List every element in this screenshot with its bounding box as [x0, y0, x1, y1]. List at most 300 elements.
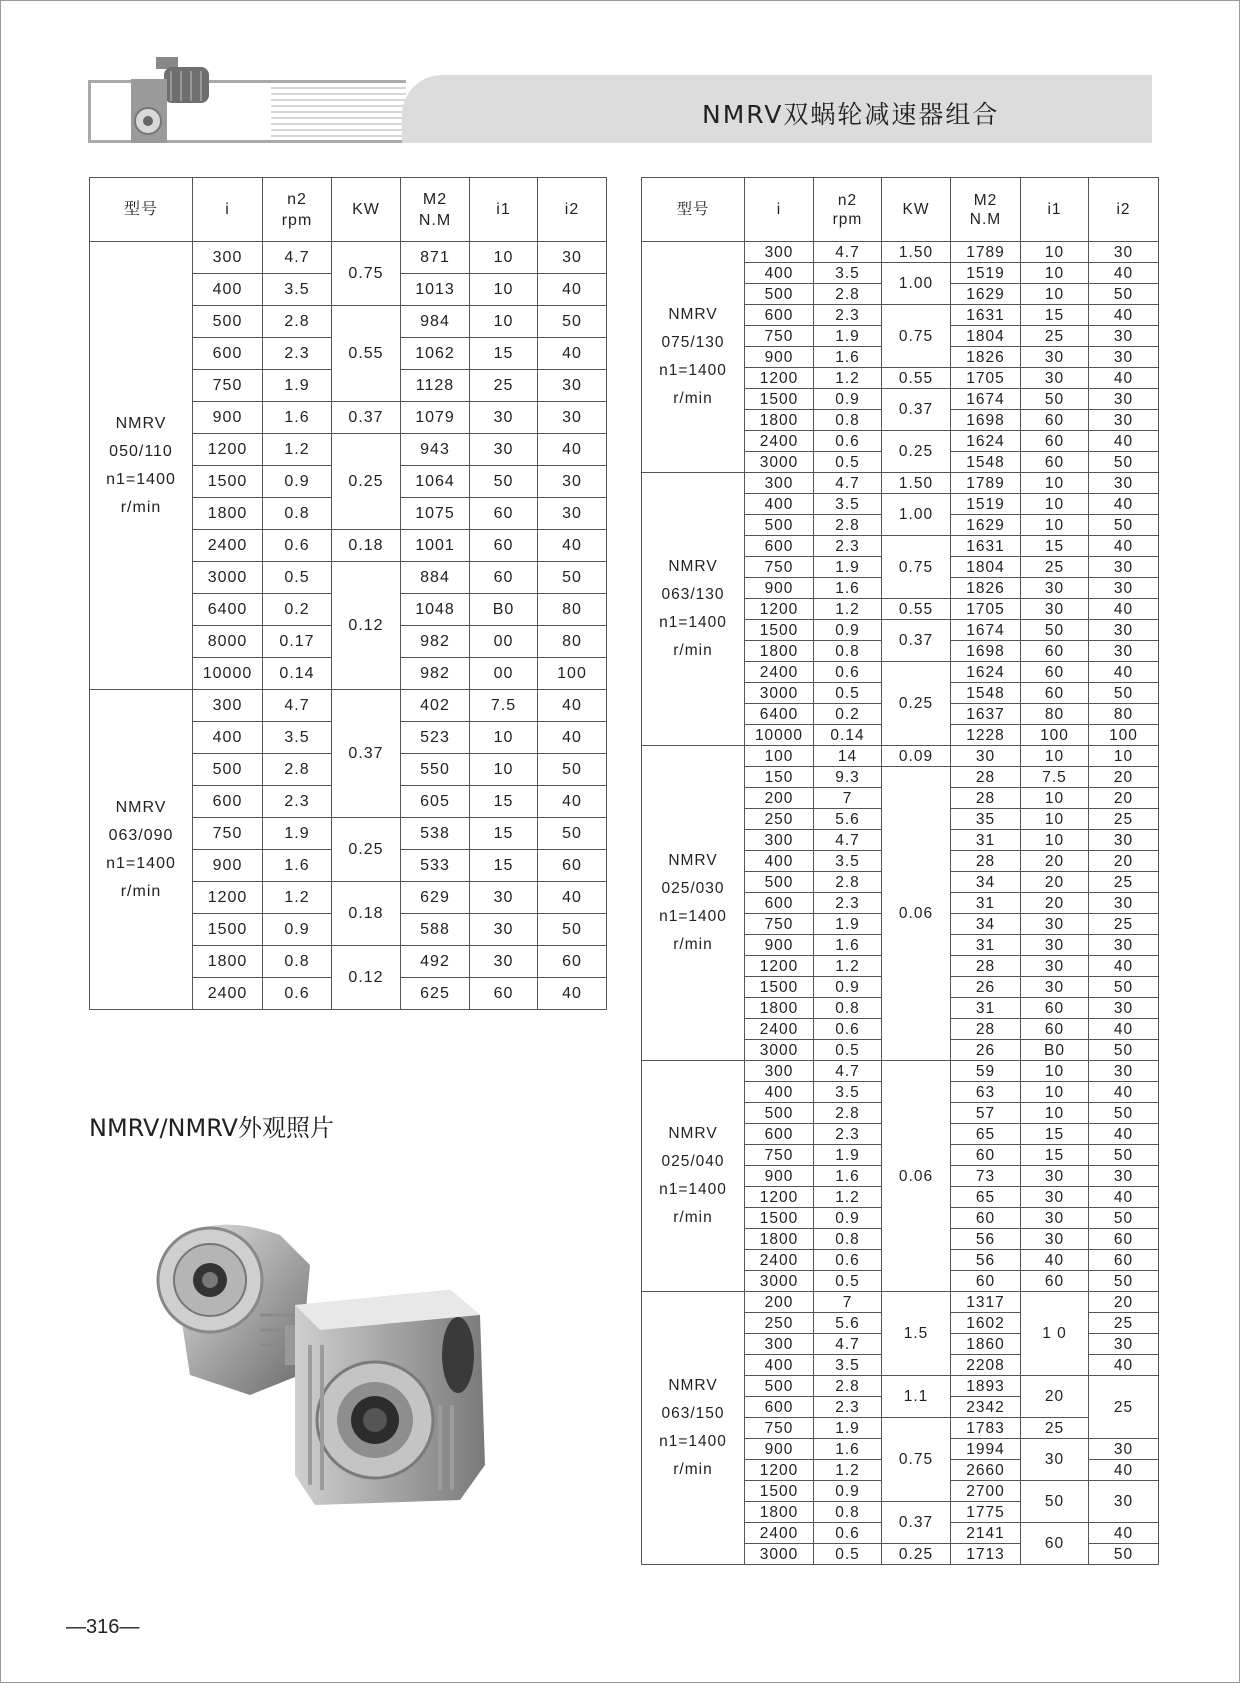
n2-cell: 5.6 — [814, 1313, 882, 1334]
n2-cell: 0.6 — [814, 431, 882, 452]
column-header — [263, 178, 332, 242]
i-cell: 3000 — [193, 562, 263, 594]
m2-cell: 35 — [951, 809, 1021, 830]
i-cell: 750 — [745, 326, 814, 347]
m2-cell: 605 — [401, 786, 470, 818]
i2-cell: 40 — [538, 722, 607, 754]
i-cell: 1500 — [193, 914, 263, 946]
i-cell: 600 — [745, 536, 814, 557]
model-line: r/min — [673, 1461, 713, 1478]
m2-cell: 523 — [401, 722, 470, 754]
n2-cell: 0.5 — [814, 683, 882, 704]
n2-cell: 0.8 — [814, 998, 882, 1019]
i1-cell: 30 — [1021, 1229, 1089, 1250]
kw-cell: 0.25 — [332, 818, 401, 882]
i-cell: 750 — [745, 1418, 814, 1439]
kw-cell: 0.12 — [332, 946, 401, 1010]
i1-cell: 10 — [1021, 788, 1089, 809]
column-header — [90, 178, 193, 242]
n2-cell: 4.7 — [814, 242, 882, 263]
n2-cell: 1.2 — [814, 599, 882, 620]
model-line: n1=1400 — [659, 1181, 727, 1198]
i-cell: 300 — [193, 242, 263, 274]
i2-cell: 30 — [1089, 1439, 1159, 1460]
i-cell: 1200 — [745, 1187, 814, 1208]
model-cell — [642, 1292, 745, 1565]
model-line: 063/090 — [108, 826, 174, 844]
i2-cell: 40 — [538, 978, 607, 1010]
m2-cell: 28 — [951, 851, 1021, 872]
i-cell: 1200 — [193, 882, 263, 914]
i-cell: 2400 — [745, 1250, 814, 1271]
i1-cell: 15 — [1021, 305, 1089, 326]
i2-cell: 40 — [1089, 599, 1159, 620]
m2-cell: 982 — [401, 626, 470, 658]
i2-cell: 80 — [538, 594, 607, 626]
i2-cell: 30 — [1089, 1061, 1159, 1082]
n2-cell: 0.6 — [263, 978, 332, 1010]
i-cell: 900 — [193, 850, 263, 882]
m2-cell: 2700 — [951, 1481, 1021, 1502]
n2-cell: 3.5 — [814, 494, 882, 515]
n2-cell: 9.3 — [814, 767, 882, 788]
i2-cell: 40 — [538, 786, 607, 818]
i-cell: 600 — [745, 893, 814, 914]
n2-cell: 2.3 — [814, 893, 882, 914]
n2-cell: 0.9 — [814, 1481, 882, 1502]
m2-cell: 1893 — [951, 1376, 1021, 1397]
i1-cell: 80 — [1021, 704, 1089, 725]
n2-cell: 0.6 — [814, 1523, 882, 1544]
i1-cell: 30 — [1021, 914, 1089, 935]
n2-cell: 1.9 — [814, 1145, 882, 1166]
i2-cell: 40 — [1089, 494, 1159, 515]
i2-cell: 40 — [538, 690, 607, 722]
i2-cell: 40 — [1089, 662, 1159, 683]
kw-cell: 0.18 — [332, 530, 401, 562]
i-cell: 400 — [745, 494, 814, 515]
i1-cell: 10 — [1021, 1061, 1089, 1082]
m2-cell: 65 — [951, 1187, 1021, 1208]
i-cell: 500 — [193, 306, 263, 338]
m2-cell: 28 — [951, 767, 1021, 788]
n2-cell: 0.9 — [814, 389, 882, 410]
i-cell: 10000 — [193, 658, 263, 690]
m2-cell: 1629 — [951, 284, 1021, 305]
i1-cell: 60 — [1021, 683, 1089, 704]
m2-cell: 34 — [951, 872, 1021, 893]
m2-cell: 1548 — [951, 683, 1021, 704]
m2-cell: 28 — [951, 956, 1021, 977]
n2-cell: 1.9 — [263, 818, 332, 850]
i-cell: 2400 — [745, 431, 814, 452]
n2-cell: 2.3 — [814, 536, 882, 557]
model-line: NMRV — [668, 1125, 718, 1142]
i-cell: 100 — [745, 746, 814, 767]
n2-cell: 3.5 — [814, 263, 882, 284]
n2-cell: 1.6 — [263, 850, 332, 882]
m2-cell: 65 — [951, 1124, 1021, 1145]
i1-cell: 10 — [470, 242, 538, 274]
m2-cell: 984 — [401, 306, 470, 338]
i2-cell: 50 — [1089, 1103, 1159, 1124]
n2-cell: 0.6 — [814, 1019, 882, 1040]
n2-cell: 0.9 — [263, 914, 332, 946]
i1-cell: 20 — [1021, 893, 1089, 914]
i-cell: 2400 — [745, 1019, 814, 1040]
model-line: n1=1400 — [659, 362, 727, 379]
i2-cell: 50 — [538, 754, 607, 786]
i-cell: 6400 — [745, 704, 814, 725]
i1-cell: 30 — [470, 946, 538, 978]
i1-cell: 20 — [1021, 872, 1089, 893]
column-header-line: rpm — [281, 211, 313, 229]
i-cell: 300 — [745, 242, 814, 263]
m2-cell: 1064 — [401, 466, 470, 498]
i-cell: 300 — [193, 690, 263, 722]
i1-cell: 50 — [1021, 620, 1089, 641]
i1-cell: 15 — [470, 818, 538, 850]
model-line: n1=1400 — [659, 908, 727, 925]
i1-cell: 30 — [470, 434, 538, 466]
model-line: r/min — [673, 1209, 713, 1226]
i-cell: 1500 — [745, 389, 814, 410]
column-header-line: KW — [352, 201, 380, 218]
m2-cell: 533 — [401, 850, 470, 882]
n2-cell: 0.8 — [814, 641, 882, 662]
i-cell: 6400 — [193, 594, 263, 626]
i2-cell: 30 — [1089, 1166, 1159, 1187]
i2-cell: 40 — [538, 274, 607, 306]
n2-cell: 4.7 — [263, 242, 332, 274]
i1-cell: B0 — [470, 594, 538, 626]
i-cell: 900 — [745, 347, 814, 368]
i1-cell: 30 — [1021, 347, 1089, 368]
i2-cell: 25 — [1089, 914, 1159, 935]
i-cell: 300 — [745, 1061, 814, 1082]
i2-cell: 25 — [1089, 1313, 1159, 1334]
m2-cell: 588 — [401, 914, 470, 946]
i2-cell: 30 — [1089, 620, 1159, 641]
m2-cell: 1789 — [951, 473, 1021, 494]
model-line: r/min — [673, 390, 713, 407]
m2-cell: 1519 — [951, 263, 1021, 284]
m2-cell: 2342 — [951, 1397, 1021, 1418]
i-cell: 900 — [745, 1439, 814, 1460]
column-header — [814, 178, 882, 242]
n2-cell: 0.9 — [263, 466, 332, 498]
m2-cell: 28 — [951, 1019, 1021, 1040]
m2-cell: 1698 — [951, 410, 1021, 431]
n2-cell: 1.9 — [814, 557, 882, 578]
m2-cell: 1804 — [951, 326, 1021, 347]
i1-cell: 25 — [1021, 326, 1089, 347]
i-cell: 1500 — [745, 977, 814, 998]
i-cell: 500 — [745, 284, 814, 305]
i2-cell: 10 — [1089, 746, 1159, 767]
column-header-line: i1 — [496, 201, 511, 218]
column-header — [1021, 178, 1089, 242]
i2-cell: 40 — [1089, 263, 1159, 284]
column-header — [951, 178, 1021, 242]
m2-cell: 1631 — [951, 305, 1021, 326]
table-header-row — [642, 178, 1159, 242]
i1-cell: 10 — [1021, 830, 1089, 851]
m2-cell: 871 — [401, 242, 470, 274]
i-cell: 1800 — [745, 410, 814, 431]
m2-cell: 1631 — [951, 536, 1021, 557]
i-cell: 500 — [745, 1376, 814, 1397]
n2-cell: 1.2 — [814, 1460, 882, 1481]
i-cell: 1200 — [745, 368, 814, 389]
i1-cell: 10 — [1021, 1103, 1089, 1124]
n2-cell: 7 — [814, 1292, 882, 1313]
i2-cell: 50 — [538, 818, 607, 850]
i2-cell: 40 — [538, 882, 607, 914]
kw-cell: 0.75 — [882, 1418, 951, 1502]
column-header — [1089, 178, 1159, 242]
i-cell: 300 — [745, 473, 814, 494]
column-header — [538, 178, 607, 242]
i-cell: 3000 — [745, 1271, 814, 1292]
i1-cell: 30 — [470, 914, 538, 946]
n2-cell: 4.7 — [814, 830, 882, 851]
i-cell: 300 — [745, 830, 814, 851]
i2-cell: 40 — [1089, 1460, 1159, 1481]
i1-cell: 10 — [1021, 515, 1089, 536]
n2-cell: 1.6 — [814, 1439, 882, 1460]
n2-cell: 1.6 — [814, 347, 882, 368]
i1-cell: 15 — [1021, 536, 1089, 557]
i1-cell: 60 — [1021, 452, 1089, 473]
kw-cell: 0.37 — [332, 402, 401, 434]
column-header — [642, 178, 745, 242]
i1-cell: 10 — [1021, 1082, 1089, 1103]
column-header-line: i2 — [564, 201, 580, 218]
i-cell: 600 — [745, 1124, 814, 1145]
i1-cell: 30 — [1021, 1208, 1089, 1229]
i-cell: 200 — [745, 1292, 814, 1313]
kw-cell: 0.12 — [332, 562, 401, 690]
n2-cell: 3.5 — [263, 722, 332, 754]
gear-motor-icon — [126, 57, 226, 147]
i2-cell: 20 — [1089, 788, 1159, 809]
kw-cell: 0.37 — [882, 1502, 951, 1544]
i-cell: 250 — [745, 809, 814, 830]
i2-cell: 50 — [1089, 515, 1159, 536]
i2-cell: 50 — [538, 306, 607, 338]
kw-cell: 0.37 — [882, 389, 951, 431]
n2-cell: 0.14 — [814, 725, 882, 746]
m2-cell: 1228 — [951, 725, 1021, 746]
m2-cell: 884 — [401, 562, 470, 594]
n2-cell: 0.14 — [263, 658, 332, 690]
i-cell: 1800 — [745, 1229, 814, 1250]
i1-cell: 10 — [1021, 284, 1089, 305]
i1-cell: 30 — [1021, 578, 1089, 599]
i-cell: 3000 — [745, 1544, 814, 1565]
m2-cell: 1001 — [401, 530, 470, 562]
n2-cell: 0.2 — [263, 594, 332, 626]
i-cell: 400 — [745, 1355, 814, 1376]
i1-cell: 30 — [1021, 1166, 1089, 1187]
n2-cell: 4.7 — [814, 1334, 882, 1355]
m2-cell: 1624 — [951, 662, 1021, 683]
column-header — [193, 178, 263, 242]
i2-cell: 30 — [1089, 1334, 1159, 1355]
m2-cell: 1079 — [401, 402, 470, 434]
n2-cell: 1.9 — [263, 370, 332, 402]
kw-cell: 0.25 — [332, 434, 401, 530]
m2-cell: 56 — [951, 1229, 1021, 1250]
n2-cell: 3.5 — [263, 274, 332, 306]
m2-cell: 28 — [951, 788, 1021, 809]
model-line: n1=1400 — [106, 854, 176, 872]
i2-cell: 40 — [1089, 1523, 1159, 1544]
model-line: 063/130 — [661, 586, 725, 603]
model-cell — [642, 1061, 745, 1292]
page-title: NMRV双蜗轮减速器组合 — [702, 100, 1000, 129]
m2-cell: 625 — [401, 978, 470, 1010]
i-cell: 3000 — [745, 452, 814, 473]
i2-cell: 50 — [1089, 284, 1159, 305]
i-cell: 400 — [745, 263, 814, 284]
column-header — [882, 178, 951, 242]
i-cell: 1200 — [745, 1460, 814, 1481]
i2-cell: 20 — [1089, 767, 1159, 788]
i1-cell: 00 — [470, 658, 538, 690]
i2-cell: 20 — [1089, 851, 1159, 872]
i-cell: 500 — [745, 515, 814, 536]
i1-cell: 15 — [1021, 1145, 1089, 1166]
i-cell: 500 — [193, 754, 263, 786]
i-cell: 600 — [745, 305, 814, 326]
i2-cell: 30 — [1089, 578, 1159, 599]
i-cell: 150 — [745, 767, 814, 788]
n2-cell: 0.8 — [814, 1229, 882, 1250]
m2-cell: 30 — [951, 746, 1021, 767]
i1-cell: 20 — [1021, 1376, 1089, 1418]
m2-cell: 1713 — [951, 1544, 1021, 1565]
n2-cell: 2.3 — [814, 1124, 882, 1145]
i2-cell: 60 — [1089, 1229, 1159, 1250]
n2-cell: 0.6 — [814, 662, 882, 683]
column-header-line: M2 — [973, 191, 998, 209]
m2-cell: 1013 — [401, 274, 470, 306]
kw-cell: 0.25 — [882, 662, 951, 746]
n2-cell: 0.5 — [814, 452, 882, 473]
i2-cell: 40 — [1089, 956, 1159, 977]
i2-cell: 30 — [1089, 242, 1159, 263]
n2-cell: 1.9 — [814, 326, 882, 347]
i1-cell: 15 — [1021, 1124, 1089, 1145]
i1-cell: 60 — [1021, 641, 1089, 662]
n2-cell: 0.5 — [814, 1544, 882, 1565]
model-line: r/min — [673, 936, 713, 953]
i-cell: 1200 — [745, 956, 814, 977]
n2-cell: 4.7 — [814, 1061, 882, 1082]
n2-cell: 0.8 — [814, 410, 882, 431]
i2-cell: 40 — [1089, 1019, 1159, 1040]
i2-cell: 20 — [1089, 1292, 1159, 1313]
m2-cell: 1629 — [951, 515, 1021, 536]
i2-cell: 50 — [1089, 977, 1159, 998]
column-header-line: n2 — [837, 191, 858, 209]
m2-cell: 402 — [401, 690, 470, 722]
n2-cell: 1.6 — [263, 402, 332, 434]
i-cell: 750 — [745, 914, 814, 935]
m2-cell: 59 — [951, 1061, 1021, 1082]
model-cell — [642, 746, 745, 1061]
i-cell: 1800 — [193, 498, 263, 530]
model-line: n1=1400 — [106, 470, 176, 488]
table-row — [90, 690, 607, 722]
m2-cell: 60 — [951, 1145, 1021, 1166]
n2-cell: 1.9 — [814, 1418, 882, 1439]
i-cell: 900 — [193, 402, 263, 434]
i-cell: 1800 — [745, 1502, 814, 1523]
i1-cell: 10 — [470, 306, 538, 338]
i2-cell: 60 — [538, 946, 607, 978]
i1-cell: 30 — [1021, 977, 1089, 998]
i1-cell: 60 — [1021, 410, 1089, 431]
double-worm-reducer-photo — [150, 1205, 510, 1505]
column-header-line: 型号 — [123, 201, 158, 218]
m2-cell: 1804 — [951, 557, 1021, 578]
m2-cell: 538 — [401, 818, 470, 850]
n2-cell: 2.8 — [814, 284, 882, 305]
i-cell: 1500 — [745, 1208, 814, 1229]
n2-cell: 2.3 — [263, 338, 332, 370]
model-cell — [642, 473, 745, 746]
i-cell: 900 — [745, 935, 814, 956]
m2-cell: 73 — [951, 1166, 1021, 1187]
i-cell: 750 — [193, 818, 263, 850]
m2-cell: 31 — [951, 830, 1021, 851]
kw-cell: 1.50 — [882, 242, 951, 263]
i2-cell: 25 — [1089, 809, 1159, 830]
i1-cell: 30 — [470, 402, 538, 434]
m2-cell: 492 — [401, 946, 470, 978]
i2-cell: 40 — [1089, 1355, 1159, 1376]
m2-cell: 34 — [951, 914, 1021, 935]
i2-cell: 40 — [538, 338, 607, 370]
model-line: 025/030 — [661, 880, 725, 897]
i-cell: 2400 — [745, 1523, 814, 1544]
i1-cell: 25 — [1021, 1418, 1089, 1439]
m2-cell: 1128 — [401, 370, 470, 402]
kw-cell: 0.06 — [882, 767, 951, 1061]
m2-cell: 943 — [401, 434, 470, 466]
m2-cell: 550 — [401, 754, 470, 786]
i1-cell: 10 — [470, 754, 538, 786]
n2-cell: 0.17 — [263, 626, 332, 658]
i2-cell: 40 — [1089, 431, 1159, 452]
model-line: NMRV — [668, 306, 718, 323]
column-header-line: i — [776, 201, 782, 218]
i1-cell: 60 — [1021, 1019, 1089, 1040]
n2-cell: 14 — [814, 746, 882, 767]
n2-cell: 3.5 — [814, 851, 882, 872]
i-cell: 600 — [193, 786, 263, 818]
i2-cell: 40 — [1089, 1082, 1159, 1103]
i-cell: 400 — [745, 851, 814, 872]
n2-cell: 1.2 — [263, 434, 332, 466]
i1-cell: 10 — [1021, 242, 1089, 263]
i1-cell: 00 — [470, 626, 538, 658]
i1-cell: 30 — [1021, 956, 1089, 977]
column-header-line: rpm — [832, 210, 863, 228]
